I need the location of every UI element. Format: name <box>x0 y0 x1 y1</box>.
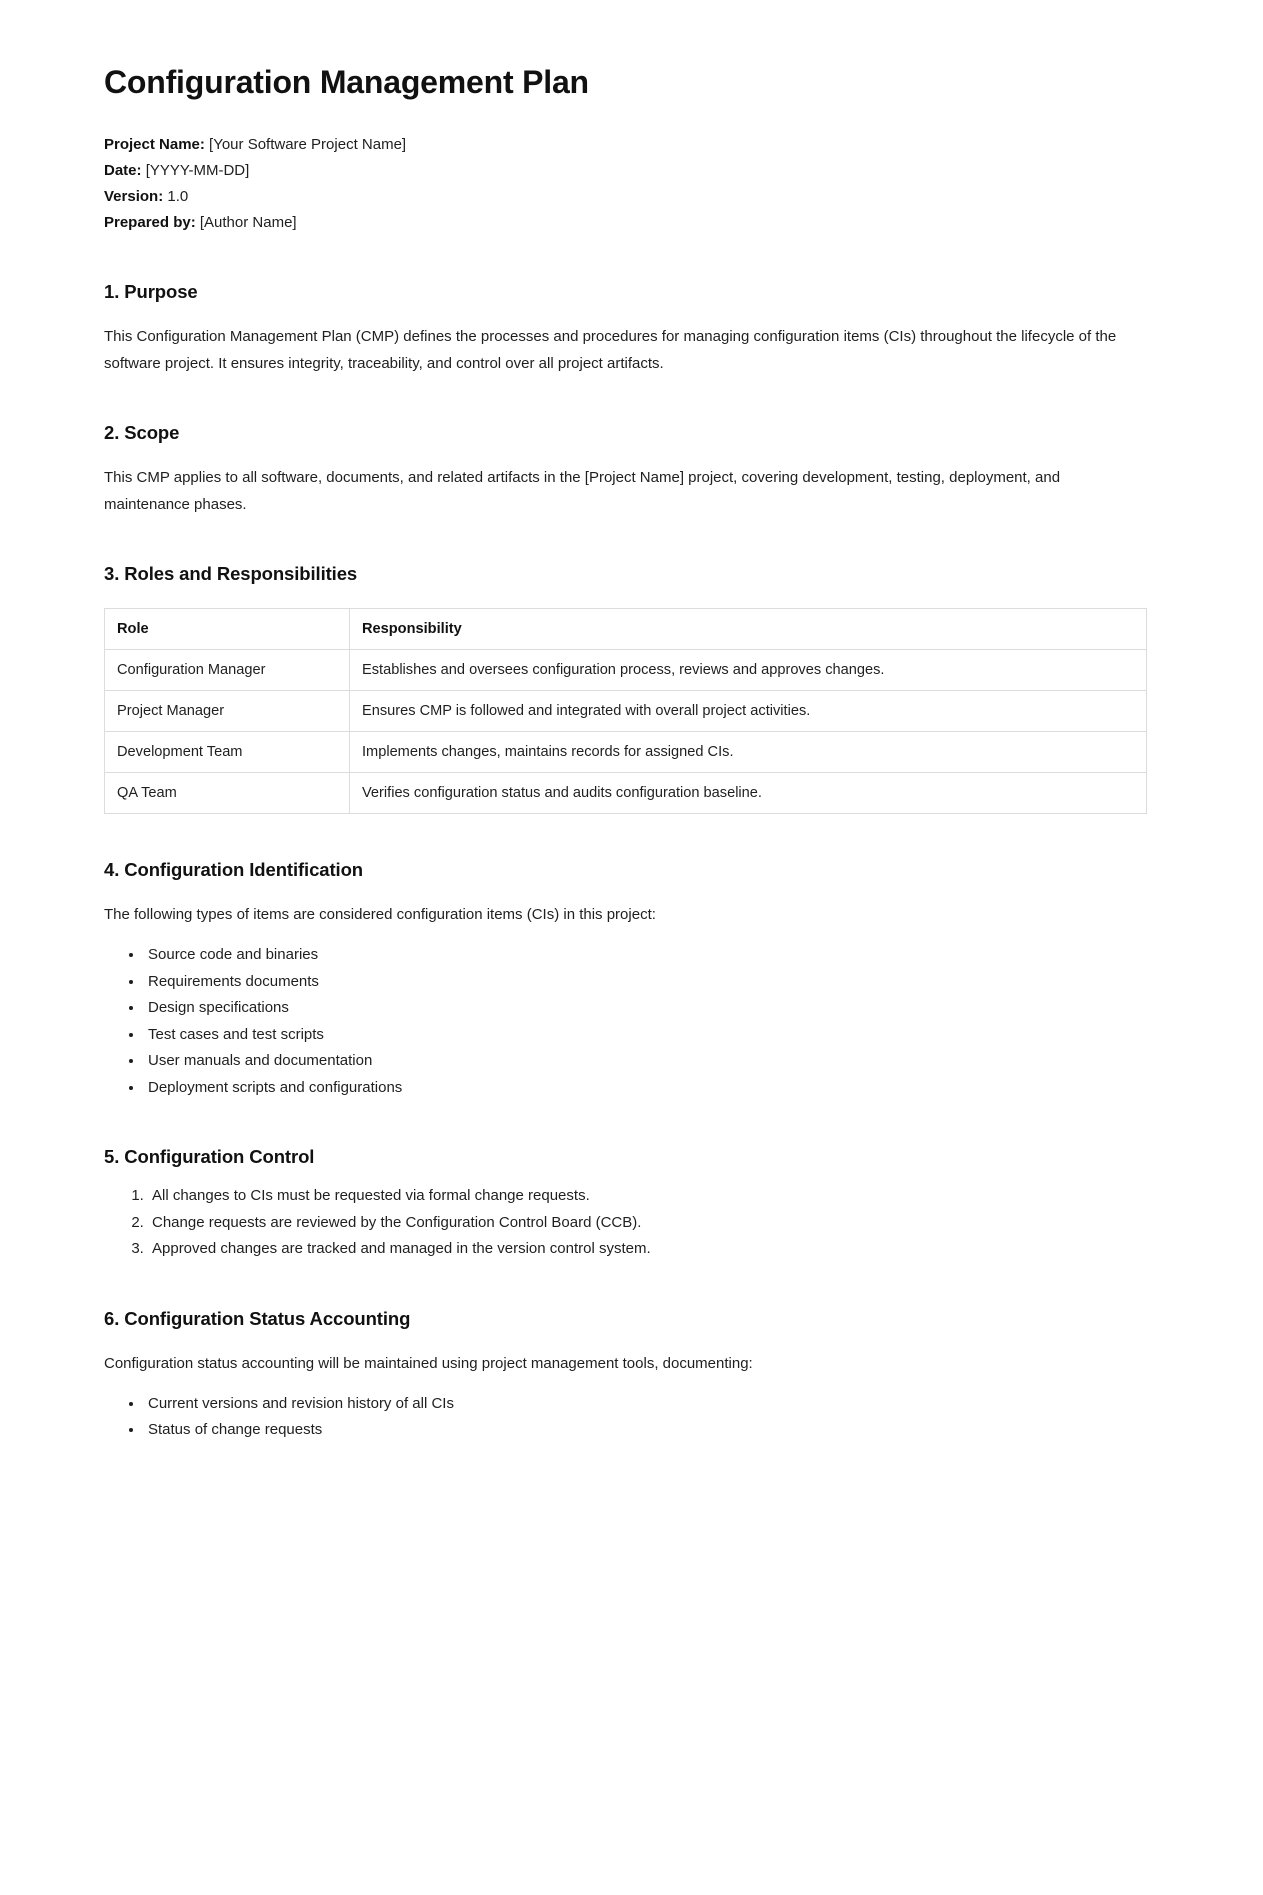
table-cell-responsibility: Ensures CMP is followed and integrated with overall project activities. <box>350 691 1147 732</box>
configuration-control-list <box>104 1169 1159 1263</box>
table-header-role: Role <box>105 609 350 650</box>
list-item: • Requirements documents <box>144 969 1159 996</box>
meta-project-name <box>104 132 1159 158</box>
meta-prepared-by <box>104 210 1159 236</box>
document-metadata <box>104 132 1159 236</box>
table-cell-role: Configuration Manager <box>105 650 350 691</box>
page-title: Configuration Management Plan <box>104 64 589 100</box>
meta-prepared-by-label: Prepared by: <box>104 214 196 231</box>
table-header-responsibility: Responsibility <box>350 609 1147 650</box>
list-item: 3. Approved changes are tracked and managed in the version control system. <box>148 1236 1159 1263</box>
list-item: • Source code and binaries <box>144 942 1159 969</box>
list-item: • Design specifications <box>144 995 1159 1022</box>
table-header-row <box>105 609 1147 650</box>
table-cell-role: Development Team <box>105 732 350 773</box>
meta-version-label: Version: <box>104 188 164 205</box>
meta-date <box>104 158 1159 184</box>
table-row <box>105 773 1147 814</box>
document-body <box>104 0 1159 1444</box>
table-row <box>105 732 1147 773</box>
list-item: • Current versions and revision history of all CIs <box>144 1391 1159 1418</box>
table-cell-role: Project Manager <box>105 691 350 732</box>
section-heading-configuration-identification: 4. Configuration Identification <box>104 859 363 881</box>
table-row <box>105 691 1147 732</box>
meta-version-value: 1.0 <box>167 188 189 205</box>
section-paragraph-purpose: This Configuration Management Plan (CMP) defines the processes and procedures for managing configuration items (CIs) throughout the lifecycle of the software project. It ensures integrity, traceability, and control over all project artifacts. <box>104 328 1117 373</box>
table-row <box>105 650 1147 691</box>
section-paragraph-configuration-status-accounting: Configuration status accounting will be maintained using project management tools, documenting: <box>104 1354 753 1372</box>
list-item: • Deployment scripts and configurations <box>144 1075 1159 1102</box>
section-heading-purpose: 1. Purpose <box>104 281 198 302</box>
meta-version <box>104 184 1159 210</box>
list-item: • Status of change requests <box>144 1417 1159 1444</box>
list-item: 2. Change requests are reviewed by the Configuration Control Board (CCB). <box>148 1210 1159 1237</box>
meta-project-name-value: [Your Software Project Name] <box>209 136 407 153</box>
section-heading-configuration-control: 5. Configuration Control <box>104 1146 315 1168</box>
table-cell-role: QA Team <box>105 773 350 814</box>
meta-project-name-label: Project Name: <box>104 136 205 153</box>
section-paragraph-configuration-identification: The following types of items are considered configuration items (CIs) in this project: <box>104 906 656 924</box>
status-accounting-list <box>104 1377 1159 1444</box>
section-paragraph-scope: This CMP applies to all software, documents, and related artifacts in the [Project Name] project, covering development, testing, deployment, and maintenance phases. <box>104 469 1061 514</box>
list-item: • User manuals and documentation <box>144 1048 1159 1075</box>
meta-date-value: [YYYY-MM-DD] <box>145 162 250 179</box>
section-heading-configuration-status-accounting: 6. Configuration Status Accounting <box>104 1307 411 1329</box>
configuration-items-list <box>104 928 1159 1101</box>
list-item: 1. All changes to CIs must be requested via formal change requests. <box>148 1183 1159 1210</box>
section-heading-roles: 3. Roles and Responsibilities <box>104 563 358 585</box>
section-heading-scope: 2. Scope <box>104 422 180 444</box>
meta-date-label: Date: <box>104 162 142 179</box>
roles-responsibilities-table <box>104 608 1147 814</box>
meta-prepared-by-value: [Author Name] <box>199 214 297 231</box>
table-cell-responsibility: Establishes and oversees configuration process, reviews and approves changes. <box>350 650 1147 691</box>
table-cell-responsibility: Implements changes, maintains records for assigned CIs. <box>350 732 1147 773</box>
list-item: • Test cases and test scripts <box>144 1022 1159 1049</box>
table-cell-responsibility: Verifies configuration status and audits configuration baseline. <box>350 773 1147 814</box>
